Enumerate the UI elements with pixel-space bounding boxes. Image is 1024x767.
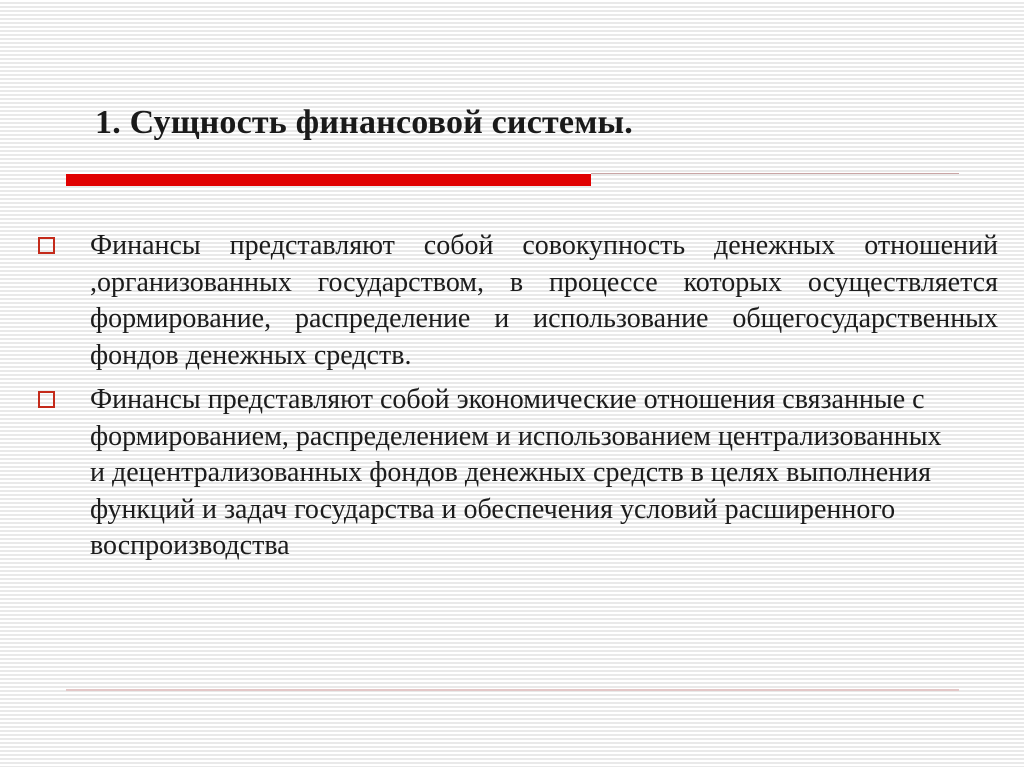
title-underline-thick bbox=[66, 174, 591, 186]
bullet-list bbox=[38, 228, 998, 565]
hollow-square-icon bbox=[38, 391, 55, 408]
bullet-item bbox=[38, 382, 998, 565]
bullet-text: Финансы представляют собой экономические отношения связанные с формированием, распределением и использованием централизованных и децентрализованных фондов денежных средств в целях выполнения функций и задач государства и обеспечения условий расширенного воспроизводства bbox=[90, 384, 942, 561]
slide-title: 1. Сущность финансовой системы. bbox=[95, 104, 633, 141]
bullet-item bbox=[38, 228, 998, 374]
title-underline-thin bbox=[591, 173, 959, 174]
footer-divider bbox=[66, 689, 959, 691]
bullet-text: Финансы представляют собой совокупность денежных отношений ,организованных государством, в процессе которых осуществляется формирование, распределение и использование общегосударственных фондов денежных средств. bbox=[90, 230, 998, 371]
hollow-square-icon bbox=[38, 237, 55, 254]
